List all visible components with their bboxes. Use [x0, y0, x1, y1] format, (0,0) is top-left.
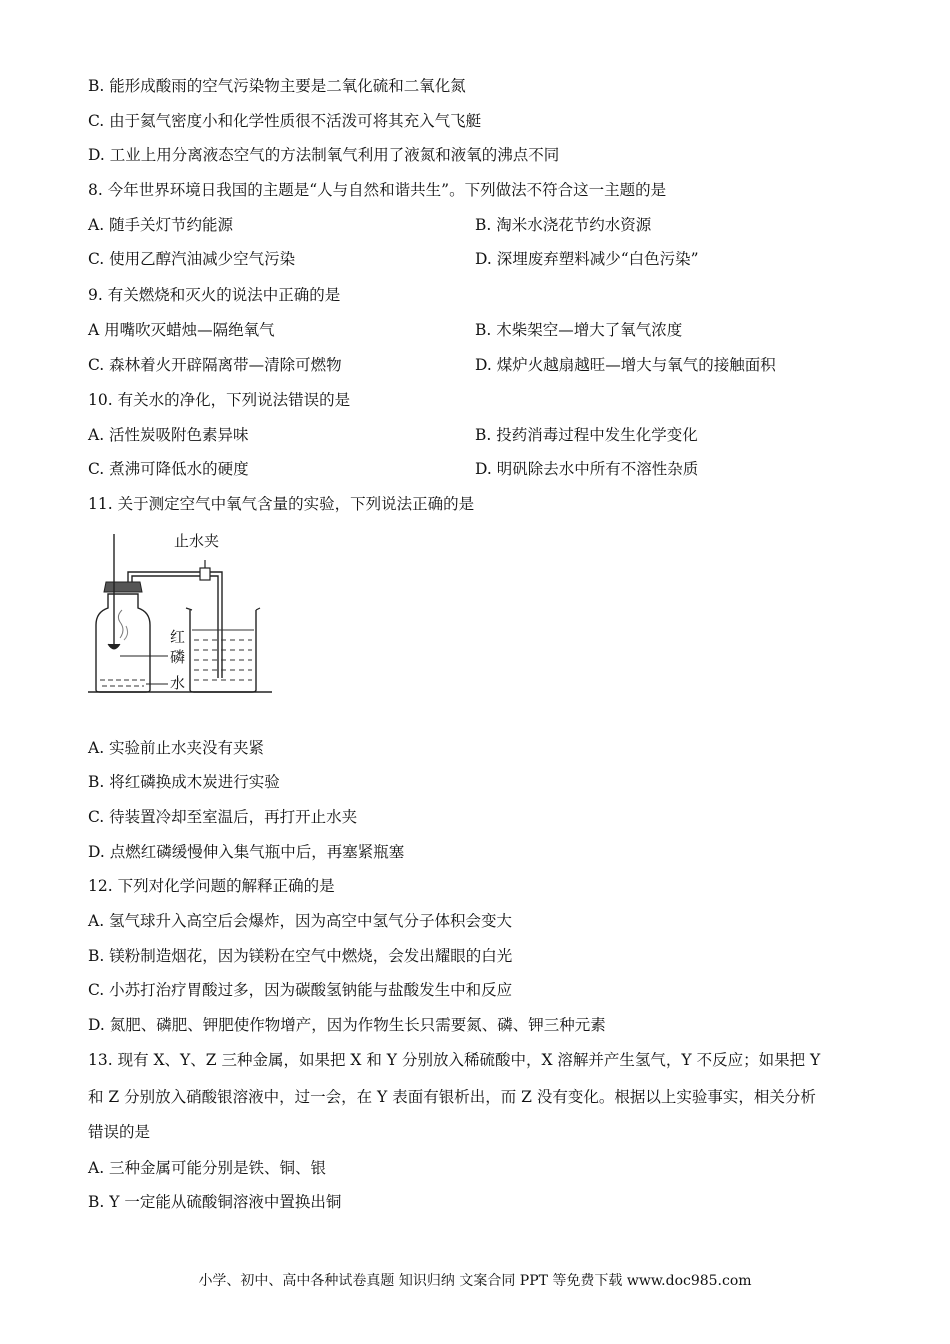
- q8-stem: 8. 今年世界环境日我国的主题是“人与自然和谐共生”。下列做法不符合这一主题的是: [88, 181, 667, 199]
- glass-tube: [128, 572, 206, 582]
- q9-stem: 9. 有关燃烧和灭火的说法中正确的是: [88, 286, 341, 304]
- q7-option-c: C. 由于氦气密度小和化学性质很不活泼可将其充入气飞艇: [88, 112, 482, 130]
- q10-option-d: D. 明矾除去水中所有不溶性杂质: [475, 460, 699, 478]
- water-clamp: [200, 568, 210, 580]
- q13-option-a: A. 三种金属可能分别是铁、铜、银: [88, 1159, 327, 1177]
- q11-option-b: B. 将红磷换成木炭进行实验: [88, 773, 280, 791]
- q11-stem: 11. 关于测定空气中氧气含量的实验，下列说法正确的是: [88, 495, 475, 513]
- q10-option-c: C. 煮沸可降低水的硬度: [88, 460, 249, 478]
- q10-option-a: A. 活性炭吸附色素异味: [88, 426, 249, 444]
- q12-option-a: A. 氢气球升入高空后会爆炸，因为高空中氢气分子体积会变大: [88, 912, 513, 930]
- phosphorus-label-2: 磷: [170, 648, 186, 666]
- q8-option-b: B. 淘米水浇花节约水资源: [475, 216, 652, 234]
- q8-option-a: A. 随手关灯节约能源: [88, 216, 234, 234]
- q11-option-a: A. 实验前止水夹没有夹紧: [88, 739, 265, 757]
- q12-option-c: C. 小苏打治疗胃酸过多，因为碳酸氢钠能与盐酸发生中和反应: [88, 981, 513, 999]
- q10-stem: 10. 有关水的净化，下列说法错误的是: [88, 391, 351, 409]
- q9-option-b: B. 木柴架空—增大了氧气浓度: [475, 321, 683, 339]
- q9-option-c: C. 森林着火开辟隔离带—清除可燃物: [88, 356, 342, 374]
- q8-option-c: C. 使用乙醇汽油减少空气污染: [88, 250, 296, 268]
- q13-stem-line3: 错误的是: [88, 1123, 151, 1141]
- q12-option-b: B. 镁粉制造烟花，因为镁粉在空气中燃烧，会发出耀眼的白光: [88, 947, 513, 965]
- q7-option-d: D. 工业上用分离液态空气的方法制氧气利用了液氮和液氧的沸点不同: [88, 146, 560, 164]
- q13-stem-line2: 和 Z 分别放入硝酸银溶液中，过一会，在 Y 表面有银析出，而 Z 没有变化。根据以上实验事实，相关分析: [88, 1088, 816, 1106]
- stopper: [104, 582, 142, 592]
- q13-stem-line1: 13. 现有 X、Y、Z 三种金属，如果把 X 和 Y 分别放入稀硫酸中，X 溶解并产生氢气，Y 不反应；如果把 Y: [88, 1051, 821, 1069]
- water-label: 水: [170, 674, 186, 692]
- q12-option-d: D. 氮肥、磷肥、钾肥使作物增产，因为作物生长只需要氮、磷、钾三种元素: [88, 1016, 606, 1034]
- q10-option-b: B. 投药消毒过程中发生化学变化: [475, 426, 698, 444]
- smoke: [118, 610, 123, 638]
- phosphorus-label-1: 红: [170, 628, 186, 646]
- q7-option-b: B. 能形成酸雨的空气污染物主要是二氧化硫和二氧化氮: [88, 77, 466, 95]
- combustion-spoon: [108, 644, 120, 649]
- gas-bottle: [96, 594, 150, 692]
- q8-option-d: D. 深埋废弃塑料减少“白色污染”: [475, 250, 699, 268]
- q13-option-b: B. Y 一定能从硫酸铜溶液中置换出铜: [88, 1193, 342, 1211]
- q9-option-a: A 用嘴吹灭蜡烛—隔绝氧气: [88, 321, 275, 339]
- oxygen-experiment-diagram: [86, 530, 276, 700]
- q11-option-d: D. 点燃红磷缓慢伸入集气瓶中后，再塞紧瓶塞: [88, 843, 405, 861]
- q11-option-c: C. 待装置冷却至室温后，再打开止水夹: [88, 808, 358, 826]
- clamp-label: 止水夹: [174, 532, 220, 550]
- q12-stem: 12. 下列对化学问题的解释正确的是: [88, 877, 335, 895]
- page-footer: 小学、初中、高中各种试卷真题 知识归纳 文案合同 PPT 等免费下载 www.doc985.com: [198, 1273, 752, 1289]
- q9-option-d: D. 煤炉火越扇越旺—增大与氧气的接触面积: [475, 356, 776, 374]
